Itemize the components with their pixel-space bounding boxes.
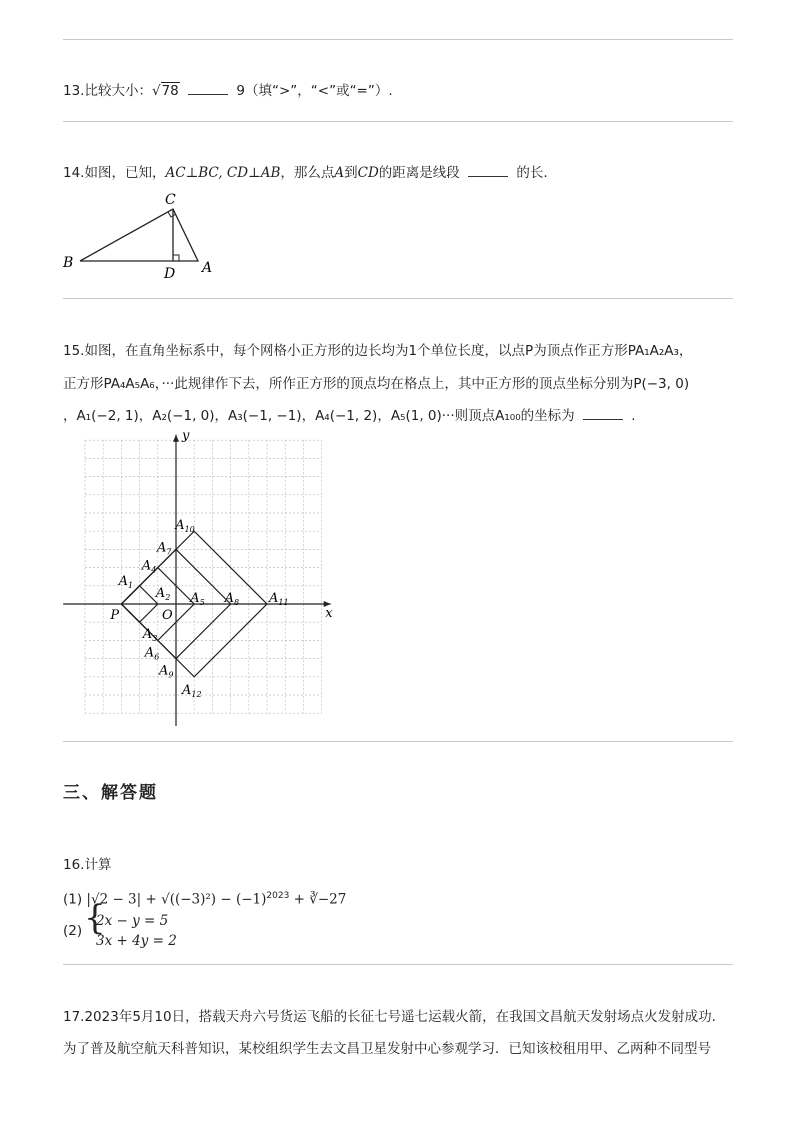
answer-blank[interactable] <box>188 82 228 95</box>
q14-mid2: 到 <box>344 165 358 181</box>
question-17-line-2: 为了普及航空航天科普知识，某校组织学生去文昌卫星发射中心参观学习．已知该校租用甲、乙两种不同型号 <box>63 1041 711 1057</box>
label-a5: $A_5$ <box>190 591 205 607</box>
label-a2: $A_2$ <box>155 586 171 602</box>
label-a9-subscript: 9 <box>168 670 174 680</box>
sqrt-symbol: √ <box>151 83 161 99</box>
label-a10: $A_{10}$ <box>175 518 195 535</box>
question-14 <box>63 164 548 182</box>
label-x: x <box>325 606 333 621</box>
question-15-line-2: 正方形PA₄A₅A₆，···此规律作下去，所作正方形的顶点均在格点上，其中正方形的顶点坐标分别为P(−3, 0) <box>63 376 690 392</box>
label-a7-subscript: 7 <box>166 547 172 557</box>
part-1-exponent: 2023 <box>266 891 290 901</box>
label-a6: $A_6$ <box>144 645 160 662</box>
label-a8: $A_8$ <box>224 591 240 607</box>
label-c: C <box>165 192 176 208</box>
label-a12-subscript: 12 <box>191 689 202 699</box>
label-a12: $A_{12}$ <box>182 682 202 699</box>
label-a9: $A_9$ <box>159 663 174 680</box>
q14-point-a: A <box>334 165 345 181</box>
q14-cd: CD <box>357 165 379 181</box>
q15-line3-text: ，A₁(−2, 1)，A₂(−1, 0)，A₃(−1, −1)，A₄(−1, 2)，A₅(1, 0)···则顶点A₁₀₀的坐标为 <box>63 408 575 424</box>
divider <box>63 39 733 40</box>
label-a7: $A_7$ <box>157 540 172 557</box>
triangle-figure <box>58 188 228 283</box>
label-d: D <box>164 266 176 282</box>
label-a11: $A_{11}$ <box>269 591 289 607</box>
y-axis-arrow <box>173 435 179 442</box>
label-a4-subscript: 4 <box>151 565 157 575</box>
brace: { <box>84 898 106 938</box>
part-1-label: (1) <box>63 891 83 908</box>
q13-prefix: 13.比较大小： <box>63 83 152 99</box>
q13-radicand: 78 <box>161 83 179 99</box>
label-a1-subscript: 1 <box>127 580 134 590</box>
part-1-expression-end: + ∛−27 <box>293 891 347 908</box>
q14-suffix: 的距离是线段 <box>378 165 460 181</box>
q13-suffix: 9（填“>”，“<”或“=”）. <box>236 83 393 99</box>
coordinate-graph <box>60 425 335 730</box>
label-p: P <box>110 608 120 623</box>
label-a1: $A_1$ <box>118 573 134 590</box>
section-heading: 三、解答题 <box>63 783 158 803</box>
label-a: A <box>202 260 213 276</box>
label-a2-subscript: 2 <box>165 593 171 602</box>
label-a10-subscript: 10 <box>184 525 195 535</box>
label-o: O <box>162 608 173 623</box>
q14-prefix: 14.如图，已知， <box>63 165 166 181</box>
q14-end: 的长. <box>516 165 548 181</box>
divider <box>63 741 733 742</box>
divider <box>63 964 733 965</box>
label-a11-subscript: 11 <box>278 598 289 607</box>
part-2-label: (2) <box>63 923 83 939</box>
label-b: B <box>63 255 74 271</box>
label-y: y <box>182 428 190 444</box>
answer-blank[interactable] <box>468 164 508 177</box>
part-1-expression: |√2 − 3| + √((−3)²) − (−1) <box>86 891 267 908</box>
label-a3: $A_3$ <box>142 627 158 644</box>
question-13 <box>63 82 393 100</box>
q14-math: AC⊥BC, CD⊥AB <box>165 165 281 181</box>
label-a3-subscript: 3 <box>152 634 158 644</box>
question-17-line-1: 17.2023年5月10日，搭载天舟六号货运飞船的长征七号遥七运载火箭，在我国文昌航天发射场点火发射成功. <box>63 1009 716 1025</box>
answer-blank[interactable] <box>583 407 623 420</box>
label-a5-subscript: 5 <box>199 598 205 607</box>
equation-2: 3x + 4y = 2 <box>96 933 177 949</box>
label-a8-subscript: 8 <box>233 598 240 607</box>
divider <box>63 298 733 299</box>
q15-line3-end: . <box>631 408 636 424</box>
q14-mid: ，那么点 <box>280 165 335 181</box>
equation-1: 2x − y = 5 <box>96 913 169 929</box>
label-a6-subscript: 6 <box>154 652 160 662</box>
label-a4: $A_4$ <box>141 558 157 575</box>
question-16-title: 16.计算 <box>63 857 112 873</box>
question-15-line-3 <box>63 407 636 425</box>
divider <box>63 121 733 122</box>
question-15-line-1: 15.如图，在直角坐标系中，每个网格小正方形的边长均为1个单位长度，以点P为顶点作正方形PA₁A₂A₃， <box>63 343 693 359</box>
